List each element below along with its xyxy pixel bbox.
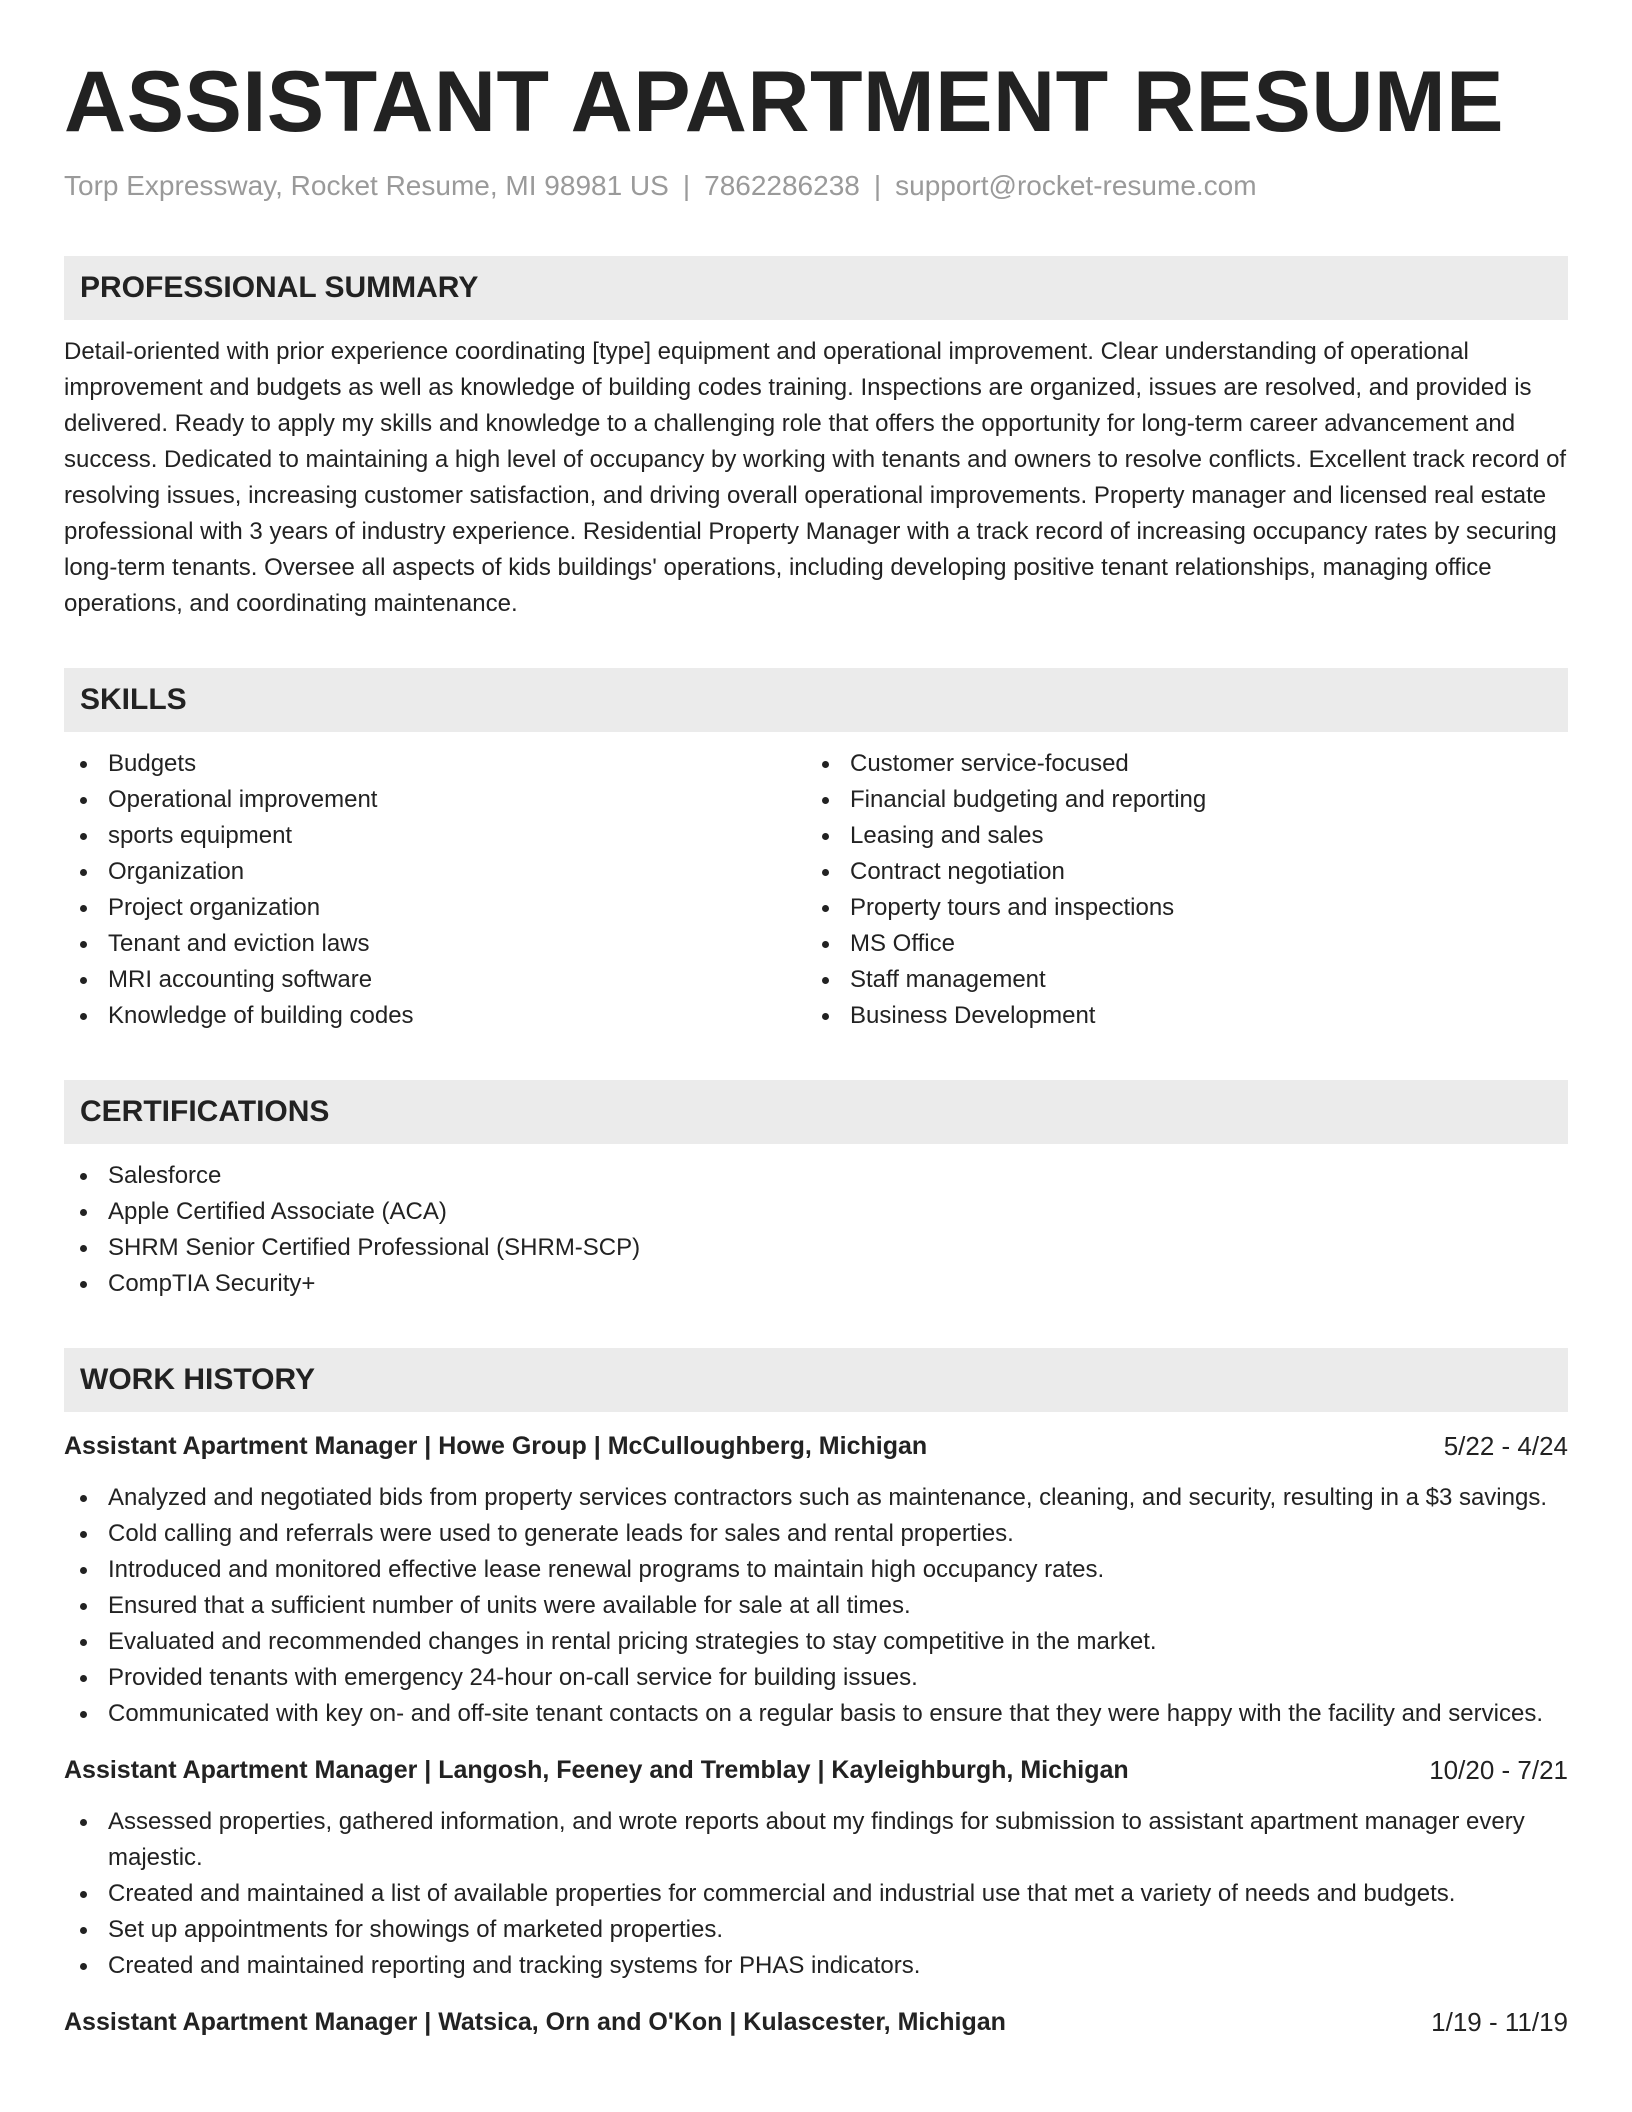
section-header-skills: SKILLS — [64, 668, 1568, 732]
skills-list — [64, 746, 1568, 1034]
job-bullet: Assessed properties, gathered information, and wrote reports about my findings for submission to assistant apartment manager every majestic. — [64, 1804, 1568, 1876]
skill-item: Staff management — [806, 962, 1568, 998]
job-title: Assistant Apartment Manager | Watsica, Orn and O'Kon | Kulascester, Michigan — [64, 2008, 1006, 2036]
job-entry — [64, 1428, 1568, 1732]
job-bullets — [64, 1480, 1568, 1732]
skill-item: Business Development — [806, 998, 1568, 1034]
certification-item: CompTIA Security+ — [64, 1266, 1568, 1302]
separator: | — [873, 170, 882, 201]
skill-item: Financial budgeting and reporting — [806, 782, 1568, 818]
certification-item: SHRM Senior Certified Professional (SHRM-SCP) — [64, 1230, 1568, 1266]
job-bullet: Cold calling and referrals were used to generate leads for sales and rental properties. — [64, 1516, 1568, 1552]
job-bullet: Communicated with key on- and off-site tenant contacts on a regular basis to ensure that they were happy with the facility and services. — [64, 1696, 1568, 1732]
job-header — [64, 1428, 1568, 1464]
skill-item: Project organization — [64, 890, 806, 926]
section-header-summary: PROFESSIONAL SUMMARY — [64, 256, 1568, 320]
job-bullet: Evaluated and recommended changes in rental pricing strategies to stay competitive in the market. — [64, 1624, 1568, 1660]
skill-item: MRI accounting software — [64, 962, 806, 998]
skill-item: Property tours and inspections — [806, 890, 1568, 926]
skill-item: Organization — [64, 854, 806, 890]
phone: 7862286238 — [704, 170, 860, 201]
section-header-certifications: CERTIFICATIONS — [64, 1080, 1568, 1144]
job-entry — [64, 2004, 1568, 2040]
skill-item: Budgets — [64, 746, 806, 782]
skills-column-left — [64, 746, 806, 1034]
job-header — [64, 1752, 1568, 1788]
certifications-list — [64, 1158, 1568, 1302]
job-title: Assistant Apartment Manager | Langosh, Feeney and Tremblay | Kayleighburgh, Michigan — [64, 1756, 1129, 1784]
job-bullet: Set up appointments for showings of marketed properties. — [64, 1912, 1568, 1948]
job-dates: 1/19 - 11/19 — [1431, 2007, 1568, 2037]
skills-column-right — [806, 746, 1568, 1034]
job-bullet: Introduced and monitored effective lease renewal programs to maintain high occupancy rates. — [64, 1552, 1568, 1588]
summary-text: Detail-oriented with prior experience coordinating [type] equipment and operational improvement. Clear understanding of operational improvement and budgets as well as knowledge of building codes training. Inspections are organized, issues are resolved, and provided is delivered. Ready to apply my skills and knowledge to a challenging role that offers the opportunity for long-term career advancement and success. Dedicated to maintaining a high level of occupancy by working with tenants and owners to resolve conflicts. Excellent track record of resolving issues, increasing customer satisfaction, and driving overall operational improvements. Property manager and licensed real estate professional with 3 years of industry experience. Residential Property Manager with a track record of increasing occupancy rates by securing long-term tenants. Oversee all aspects of kids buildings' operations, including developing positive tenant relationships, managing office operations, and coordinating maintenance. — [64, 338, 1567, 617]
certification-item: Apple Certified Associate (ACA) — [64, 1194, 1568, 1230]
job-dates: 10/20 - 7/21 — [1429, 1755, 1568, 1785]
address: Torp Expressway, Rocket Resume, MI 98981 US — [64, 170, 669, 201]
job-bullet: Created and maintained a list of available properties for commercial and industrial use that met a variety of needs and budgets. — [64, 1876, 1568, 1912]
skill-item: Customer service-focused — [806, 746, 1568, 782]
skill-item: Knowledge of building codes — [64, 998, 806, 1034]
skill-item: sports equipment — [64, 818, 806, 854]
job-entry — [64, 1752, 1568, 1984]
job-header — [64, 2004, 1568, 2040]
job-bullet: Ensured that a sufficient number of units were available for sale at all times. — [64, 1588, 1568, 1624]
email: support@rocket-resume.com — [895, 170, 1257, 201]
certification-item: Salesforce — [64, 1158, 1568, 1194]
resume-title: ASSISTANT APARTMENT RESUME — [64, 54, 1504, 150]
job-bullet: Analyzed and negotiated bids from property services contractors such as maintenance, cleaning, and security, resulting in a $3 savings. — [64, 1480, 1568, 1516]
job-dates: 5/22 - 4/24 — [1443, 1431, 1568, 1461]
separator: | — [682, 170, 691, 201]
skill-item: Operational improvement — [64, 782, 806, 818]
job-bullet: Created and maintained reporting and tracking systems for PHAS indicators. — [64, 1948, 1568, 1984]
contact-line — [64, 166, 1568, 206]
skill-item: MS Office — [806, 926, 1568, 962]
job-bullets — [64, 1804, 1568, 1984]
skill-item: Leasing and sales — [806, 818, 1568, 854]
section-header-work-history: WORK HISTORY — [64, 1348, 1568, 1412]
skill-item: Tenant and eviction laws — [64, 926, 806, 962]
skill-item: Contract negotiation — [806, 854, 1568, 890]
job-title: Assistant Apartment Manager | Howe Group | McCulloughberg, Michigan — [64, 1432, 928, 1460]
job-bullet: Provided tenants with emergency 24-hour on-call service for building issues. — [64, 1660, 1568, 1696]
